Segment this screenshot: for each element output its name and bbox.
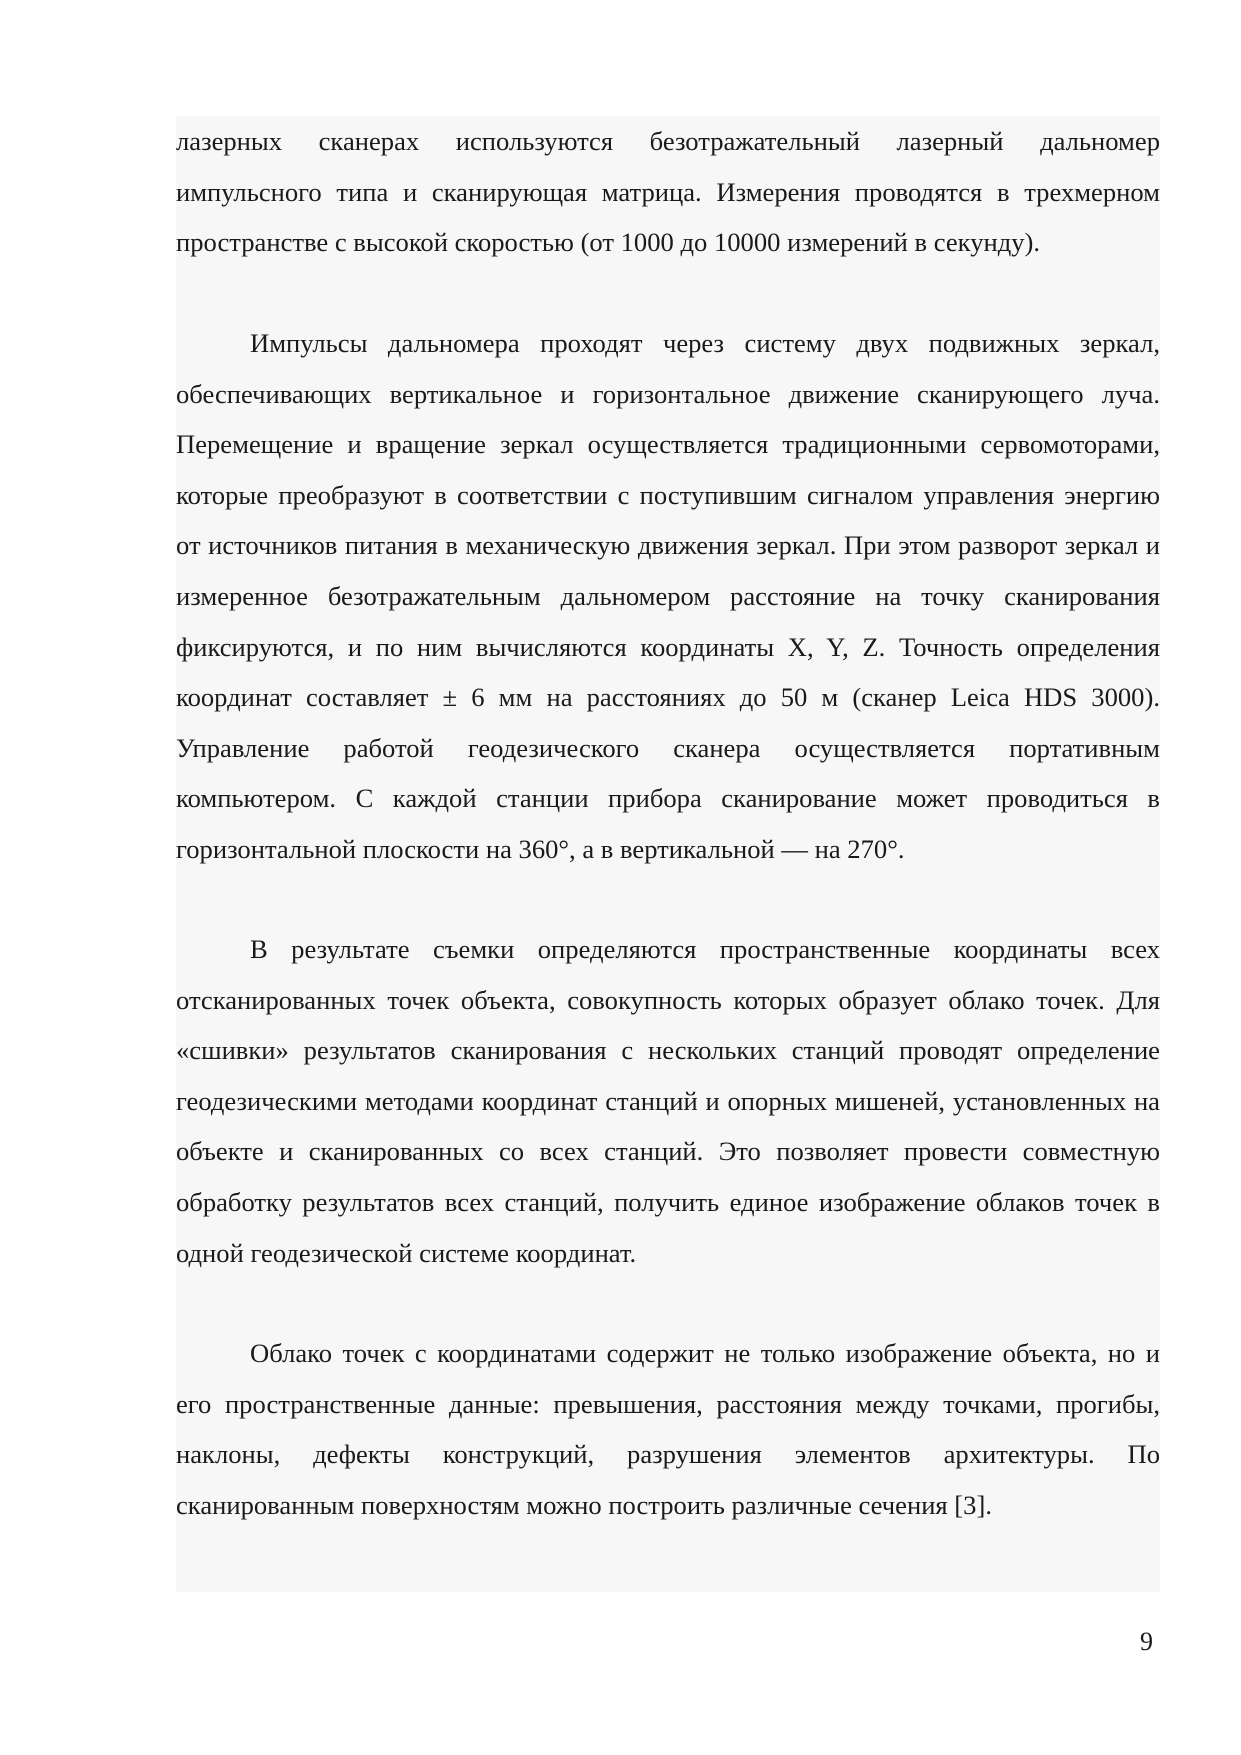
text-block bbox=[176, 116, 1160, 1592]
paragraph-3: В результате съемки определяются пространственные координаты всех отсканированных точек объекта, совокупность которых образует облако точек. Для «сшивки» результатов сканирования с нескольких станций проводят определение геодезическими методами координат станций и опорных мишеней, установленных на объекте и сканированных со всех станций. Это позволяет провести совместную обработку результатов всех станций, получить единое изображение облаков точек в одной геодезической системе координат. bbox=[176, 934, 1160, 1268]
paragraph-2: Импульсы дальномера проходят через систему двух подвижных зеркал, обеспечивающих вертикальное и горизонтальное движение сканирующего луча. Перемещение и вращение зеркал осуществляется традиционными сервомоторами, которые преобразуют в соответствии с поступившим сигналом управления энергию от источников питания в механическую движения зеркал. При этом разворот зеркал и измеренное безотражательным дальномером расстояние на точку сканирования фиксируются, и по ним вычисляются координаты X, Y, Z. Точность определения координат составляет ± 6 мм на расстояниях до 50 м (сканер Leica HDS 3000). Управление работой геодезического сканера осуществляется портативным компьютером. С каждой станции прибора сканирование может проводиться в горизонтальной плоскости на 360°, а в вертикальной — на 270°. bbox=[176, 328, 1160, 864]
page-number: 9 bbox=[1140, 1627, 1153, 1656]
paragraph-4: Облако точек с координатами содержит не только изображение объекта, но и его пространственные данные: превышения, расстояния между точками, прогибы, наклоны, дефекты конструкций, разрушения элементов архитектуры. По сканированным поверхностям можно построить различные сечения [3]. bbox=[176, 1338, 1160, 1520]
paragraph-1: лазерных сканерах используются безотражательный лазерный дальномер импульсного типа и сканирующая матрица. Измерения проводятся в трехмерном пространстве с высокой скоростью (от 1000 до 10000 измерений в секунду). bbox=[176, 126, 1160, 258]
